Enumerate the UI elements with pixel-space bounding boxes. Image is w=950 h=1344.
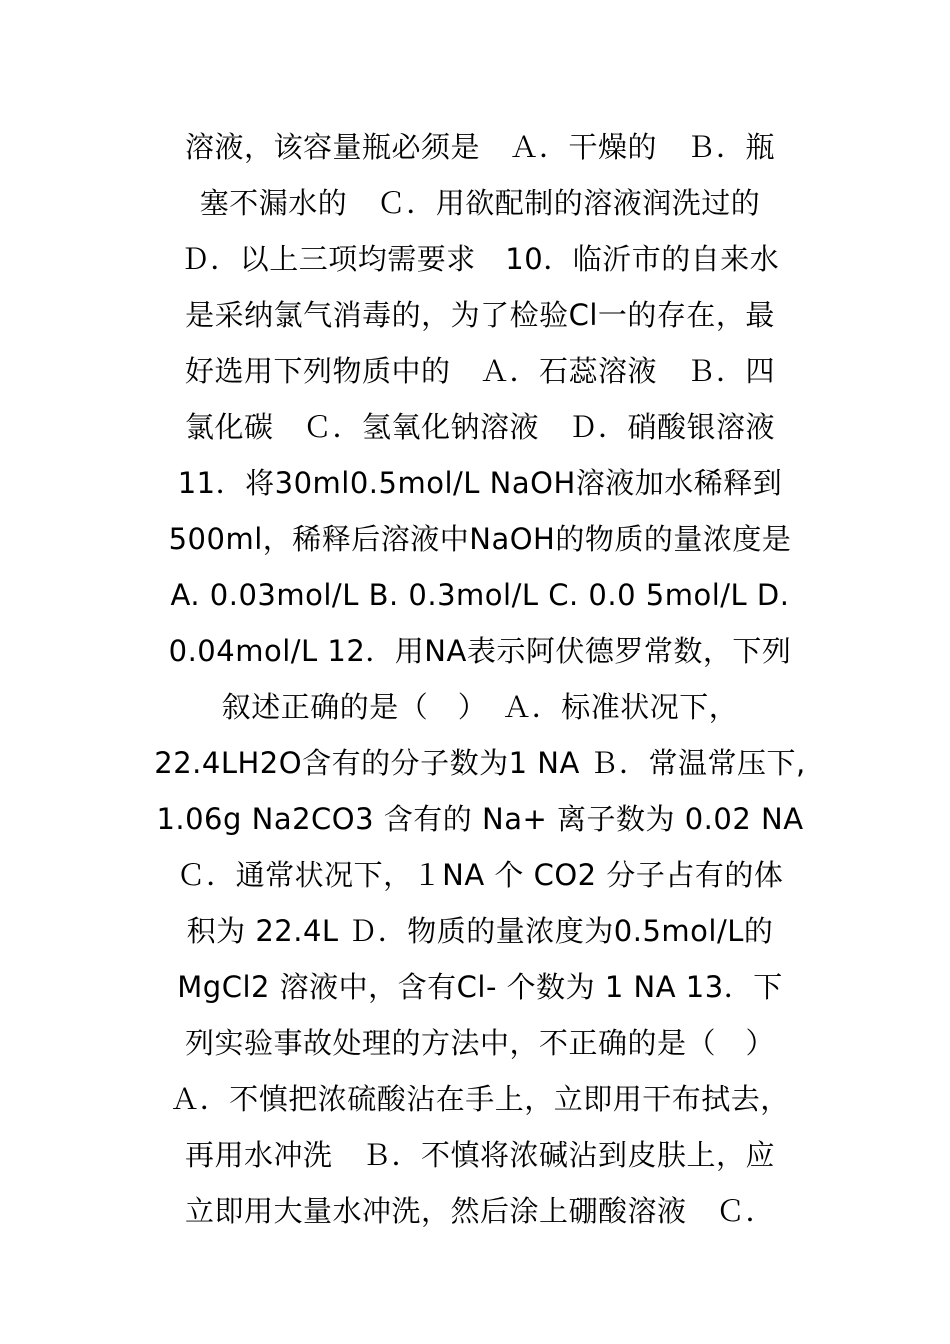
text-line: 1.06g Na2CO3 含有的 Na+ 离子数为 0.02 NA bbox=[156, 802, 804, 836]
text-line: 是采纳氯气消毒的，为了检验Cl一的存在，最 bbox=[185, 298, 775, 332]
text-line: Ａ．不慎把浓硫酸沾在手上，立即用干布拭去， bbox=[170, 1082, 790, 1116]
text-line: MgCl2 溶液中，含有Cl- 个数为 1 NA 13．下 bbox=[177, 970, 783, 1004]
text-line: 塞不漏水的 Ｃ．用欲配制的溶液润洗过的 bbox=[199, 186, 761, 220]
text-line: 0.04mol/L 12．用NA表示阿伏德罗常数，下列 bbox=[168, 634, 792, 668]
text-line: 再用水冲洗 Ｂ．不慎将浓碱沾到皮肤上，应 bbox=[184, 1138, 775, 1172]
text-line: 氯化碳 Ｃ．氢氧化钠溶液 Ｄ．硝酸银溶液 bbox=[184, 410, 775, 444]
text-line: 22.4LH2O含有的分子数为1 NA Ｂ．常温常压下, bbox=[154, 746, 806, 780]
text-line: 11．将30ml0.5mol/L NaOH溶液加水稀释到 bbox=[177, 466, 783, 500]
text-line: 叙述正确的是（ ） Ａ．标准状况下， bbox=[221, 690, 739, 724]
text-line: 500ml，稀释后溶液中NaOH的物质的量浓度是 bbox=[168, 522, 792, 556]
text-line: A. 0.03mol/L B. 0.3mol/L C. 0.0 5mol/L D. bbox=[170, 578, 790, 612]
text-line: Ｄ．以上三项均需要求 10．临沂市的自来水 bbox=[180, 242, 780, 276]
text-line: 积为 22.4L Ｄ．物质的量浓度为0.5mol/L的 bbox=[186, 914, 774, 948]
text-line: 溶液，该容量瓶必须是 Ａ．干燥的 Ｂ．瓶 bbox=[184, 130, 775, 164]
text-line: Ｃ．通常状况下，１NA 个 CO2 分子占有的体 bbox=[176, 858, 784, 892]
text-line: 好选用下列物质中的 Ａ．石蕊溶液 Ｂ．四 bbox=[184, 354, 775, 388]
text-line: 立即用大量水冲洗，然后涂上硼酸溶液 Ｃ． bbox=[184, 1194, 775, 1228]
text-line: 列实验事故处理的方法中，不正确的是（ ） bbox=[184, 1026, 775, 1060]
